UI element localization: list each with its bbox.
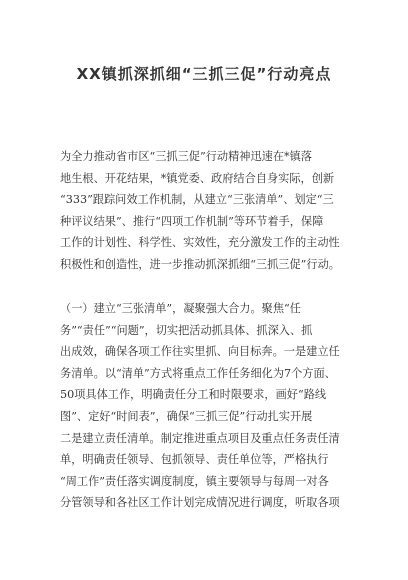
paragraph-line: 种评议结果”、推行“四项工作机制”等环节着手，保障 [60, 214, 324, 228]
paragraph-line: 单，明确责任领导、包抓领导、责任单位等，严格执行 [60, 453, 329, 467]
paragraph-line: 为全力推动省市区“三抓三促”行动精神迅速在*镇落 [60, 150, 312, 163]
paragraph-line: 地生根、开花结果，*镇党委、政府结合自身实际，创新 [60, 171, 335, 185]
paragraph-line: 务”“责任”“问题”，切实把活动抓具体、抓深入、抓 [60, 323, 313, 337]
paragraph-section-1 [60, 298, 352, 514]
paragraph-line: （一）建立“三张清单”，凝聚强大合力。聚焦“任 [60, 302, 301, 315]
paragraph-line: 图”、定好“时间表”，确保“三抓三促”行动扎实开展 [60, 409, 313, 423]
paragraph-line: 出成效，确保各项工作往实里抓、向目标奔。一是建立任 [60, 345, 340, 359]
paragraph-line: 二是建立责任清单。制定推进重点项目及重点任务责任清 [60, 431, 340, 445]
paragraph-line: 工作的计划性、科学性、实效性，充分激发工作的主动性 [60, 236, 340, 250]
paragraph-line: 分管领导和各社区工作计划完成情况进行调度，听取各项 [60, 496, 340, 510]
paragraph-line: 积极性和创造性，进一步推动抓深抓细“三抓三促”行动。 [60, 257, 340, 271]
paragraph-line: “周工作”责任落实调度制度，镇主要领导与每周一对各 [60, 474, 329, 488]
paragraph-intro [60, 146, 352, 276]
paragraph-line: “333”跟踪问效工作机制，从建立“三张清单”、划定“三 [60, 193, 334, 207]
paragraph-line: 务清单。以“清单”方式将重点工作任务细化为7个方面、 [60, 366, 336, 380]
document-title: XX镇抓深抓细“三抓三促”行动亮点 [76, 65, 332, 83]
paragraph-line: 50项具体工作，明确责任分工和时限要求，画好“路线 [60, 388, 327, 402]
